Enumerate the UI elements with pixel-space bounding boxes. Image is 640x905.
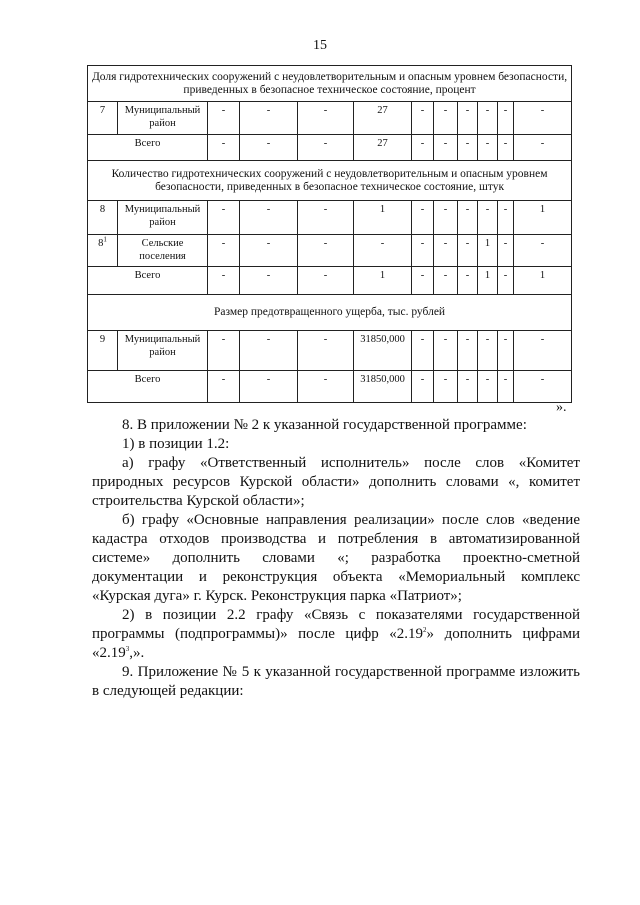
p5-superscript-2: 3 bbox=[125, 645, 130, 653]
value-cell: - bbox=[412, 267, 434, 295]
value-cell: - bbox=[434, 102, 458, 135]
page-number: 15 bbox=[313, 38, 327, 53]
row-total-label: Всего bbox=[88, 371, 208, 403]
value-cell: - bbox=[478, 135, 498, 161]
value-cell: - bbox=[298, 135, 354, 161]
value-cell: - bbox=[298, 331, 354, 371]
row-name: Муниципальный район bbox=[118, 102, 208, 135]
value-cell: - bbox=[208, 135, 240, 161]
value-cell: 31850,000 bbox=[354, 331, 412, 371]
table-row bbox=[88, 235, 572, 267]
value-cell: - bbox=[354, 235, 412, 267]
value-cell: - bbox=[498, 201, 514, 235]
row-number bbox=[88, 102, 118, 135]
section-header-row bbox=[88, 161, 572, 201]
value-cell: - bbox=[514, 235, 572, 267]
paragraph-position-2-2 bbox=[92, 606, 580, 663]
value-cell: 1 bbox=[478, 267, 498, 295]
value-cell: - bbox=[458, 331, 478, 371]
value-cell: - bbox=[412, 331, 434, 371]
value-cell: - bbox=[498, 331, 514, 371]
paragraph-8: 8. В приложении № 2 к указанной государственной программе: bbox=[122, 417, 527, 433]
p5-text-before: 2) в позиции 2.2 графу «Связь с показателями государственной программы (подпрограммы)» после цифр «2.19 bbox=[92, 607, 580, 642]
row-name: Муниципальный район bbox=[118, 201, 208, 235]
value-cell: - bbox=[208, 331, 240, 371]
value-cell: - bbox=[458, 235, 478, 267]
document-body bbox=[92, 416, 580, 701]
section-header: Размер предотвращенного ущерба, тыс. рублей bbox=[88, 295, 572, 331]
value-cell: - bbox=[458, 267, 478, 295]
value-cell: 1 bbox=[354, 267, 412, 295]
value-cell: - bbox=[208, 235, 240, 267]
value-cell: - bbox=[298, 201, 354, 235]
value-cell: - bbox=[514, 371, 572, 403]
value-cell: 27 bbox=[354, 102, 412, 135]
value-cell: - bbox=[298, 371, 354, 403]
value-cell: - bbox=[498, 235, 514, 267]
value-cell: - bbox=[208, 102, 240, 135]
value-cell: - bbox=[434, 135, 458, 161]
section-header: Доля гидротехнических сооружений с неудовлетворительным и опасным уровнем безопасности, приведенных в безопасное техническое состояние, процент bbox=[88, 66, 572, 102]
value-cell: - bbox=[412, 235, 434, 267]
value-cell: - bbox=[478, 331, 498, 371]
value-cell: - bbox=[514, 102, 572, 135]
value-cell: - bbox=[240, 102, 298, 135]
value-cell: - bbox=[458, 201, 478, 235]
value-cell: - bbox=[514, 135, 572, 161]
value-cell: - bbox=[434, 371, 458, 403]
value-cell: - bbox=[458, 371, 478, 403]
row-number bbox=[88, 235, 118, 267]
value-cell: - bbox=[240, 201, 298, 235]
row-number-text: 8 bbox=[98, 238, 104, 249]
table-row bbox=[88, 135, 572, 161]
section-header: Количество гидротехнических сооружений с неудовлетворительным и опасным уровнем безопасности, приведенных в безопасное техническое состояние, штук bbox=[88, 161, 572, 201]
closing-quote: ». bbox=[556, 400, 567, 415]
value-cell: 31850,000 bbox=[354, 371, 412, 403]
value-cell: - bbox=[412, 201, 434, 235]
value-cell: - bbox=[298, 102, 354, 135]
value-cell: 27 bbox=[354, 135, 412, 161]
row-name: Сельские поселения bbox=[118, 235, 208, 267]
table-row bbox=[88, 331, 572, 371]
p5-text-after: ,». bbox=[129, 645, 145, 661]
value-cell: - bbox=[208, 267, 240, 295]
value-cell: - bbox=[434, 201, 458, 235]
indicators-table bbox=[87, 65, 572, 403]
section-header-row bbox=[88, 295, 572, 331]
value-cell: - bbox=[478, 201, 498, 235]
value-cell: - bbox=[478, 102, 498, 135]
value-cell: 1 bbox=[514, 201, 572, 235]
table-row bbox=[88, 102, 572, 135]
value-cell: 1 bbox=[514, 267, 572, 295]
row-name: Муниципальный район bbox=[118, 331, 208, 371]
value-cell: - bbox=[498, 267, 514, 295]
row-total-label: Всего bbox=[88, 267, 208, 295]
p5-superscript-1: 2 bbox=[423, 626, 427, 634]
value-cell: - bbox=[498, 371, 514, 403]
value-cell: - bbox=[412, 102, 434, 135]
paragraph-a: а) графу «Ответственный исполнитель» после слов «Комитет природных ресурсов Курской области» дополнить словами «, комитет строительства Курской области»; bbox=[92, 455, 580, 509]
value-cell: - bbox=[514, 331, 572, 371]
value-cell: 1 bbox=[478, 235, 498, 267]
row-number-text: 8 bbox=[99, 204, 106, 215]
value-cell: - bbox=[458, 135, 478, 161]
value-cell: - bbox=[412, 135, 434, 161]
table-row bbox=[88, 201, 572, 235]
value-cell: - bbox=[208, 201, 240, 235]
value-cell: - bbox=[298, 267, 354, 295]
row-number-text: 7 bbox=[99, 105, 106, 116]
paragraph-9: 9. Приложение № 5 к указанной государственной программе изложить в следующей редакции: bbox=[92, 664, 580, 699]
table-row bbox=[88, 371, 572, 403]
value-cell: - bbox=[478, 371, 498, 403]
value-cell: - bbox=[434, 267, 458, 295]
value-cell: - bbox=[298, 235, 354, 267]
row-number bbox=[88, 331, 118, 371]
value-cell: - bbox=[434, 235, 458, 267]
value-cell: 1 bbox=[354, 201, 412, 235]
value-cell: - bbox=[240, 331, 298, 371]
value-cell: - bbox=[240, 235, 298, 267]
row-number-superscript: 1 bbox=[103, 235, 107, 244]
value-cell: - bbox=[498, 102, 514, 135]
paragraph-position-1-2: 1) в позиции 1.2: bbox=[122, 436, 230, 452]
value-cell: - bbox=[208, 371, 240, 403]
row-number bbox=[88, 201, 118, 235]
row-total-label: Всего bbox=[88, 135, 208, 161]
value-cell: - bbox=[498, 135, 514, 161]
value-cell: - bbox=[240, 135, 298, 161]
value-cell: - bbox=[458, 102, 478, 135]
table-row bbox=[88, 267, 572, 295]
value-cell: - bbox=[412, 371, 434, 403]
value-cell: - bbox=[240, 267, 298, 295]
section-header-row bbox=[88, 66, 572, 102]
value-cell: - bbox=[240, 371, 298, 403]
value-cell: - bbox=[434, 331, 458, 371]
p5-text-middle: » дополнить цифрами «2.19 bbox=[92, 626, 580, 661]
paragraph-b: б) графу «Основные направления реализации» после слов «ведение кадастра отходов производства и потребления в автоматизированной системе» дополнить словами «; разработка проектно-сметной документации и реконструкция объекта «Мемориальный комплекс «Курская дуга» г. Курск. Реконструкция парка «Патриот»; bbox=[92, 512, 580, 604]
row-number-text: 9 bbox=[99, 334, 106, 345]
